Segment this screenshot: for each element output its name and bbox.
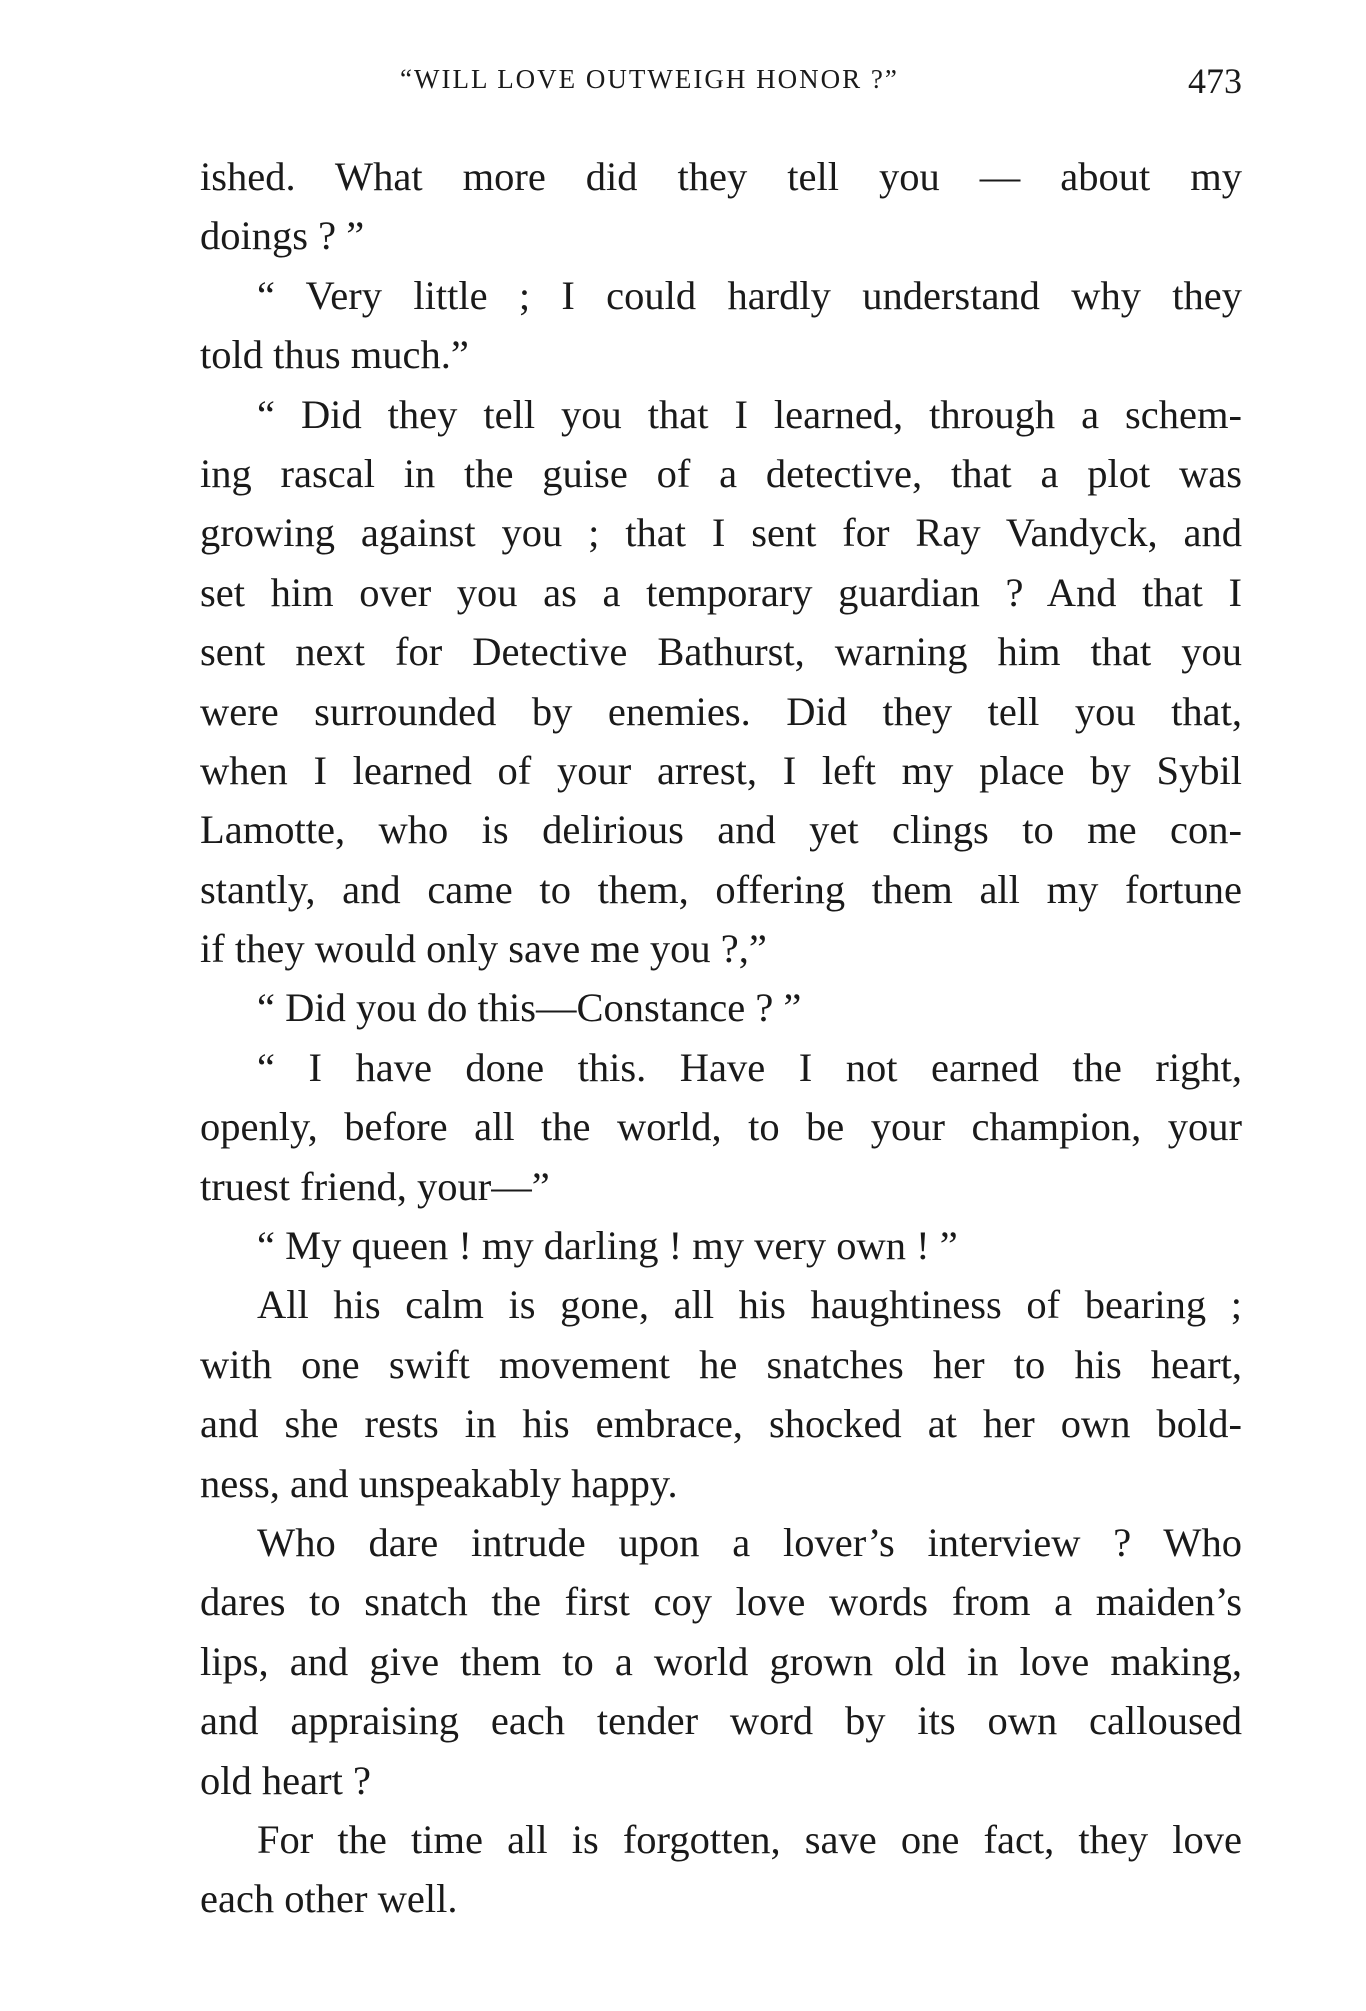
text-line: dares to snatch the first coy love words from a maiden’s [200,1579,1242,1625]
text-line: growing against you ; that I sent for Ray Vandyck, and [200,510,1242,556]
text-line: were surrounded by enemies. Did they tell you that, [200,688,1242,734]
text-line: “ Did you do this—Constance ? ” [257,985,802,1031]
text-line: stantly, and came to them, offering them all my fortune [200,866,1242,912]
text-line: ished. What more did they tell you — about my [200,154,1242,199]
page-number: 473 [1188,61,1242,101]
text-line: “ My queen ! my darling ! my very own ! ” [257,1223,958,1269]
text-line: All his calm is gone, all his haughtiness of bearing ; [257,1282,1242,1328]
text-line: For the time all is forgotten, save one fact, they love [257,1816,1242,1862]
text-line: told thus much.” [200,332,469,378]
text-line: doings ? ” [200,213,365,259]
text-line: ness, and unspeakably happy. [200,1460,678,1506]
text-line: “ Did they tell you that I learned, through a schem- [257,391,1242,437]
text-line: each other well. [200,1876,458,1922]
text-line: set him over you as a temporary guardian ? And that I [200,569,1242,615]
text-line: “ I have done this. Have I not earned the right, [257,1044,1242,1090]
text-line: and appraising each tender word by its own calloused [200,1698,1242,1744]
text-line: “ Very little ; I could hardly understand why they [257,272,1242,318]
page-header [200,60,1242,110]
text-line: ing rascal in the guise of a detective, that a plot was [200,450,1242,496]
text-line: sent next for Detective Bathurst, warning him that you [200,629,1242,675]
text-line: when I learned of your arrest, I left my place by Sybil [200,747,1242,793]
text-line: if they would only save me you ?,” [200,926,767,972]
body-text [200,147,1242,1929]
text-line: and she rests in his embrace, shocked at her own bold- [200,1401,1242,1447]
text-line: Who dare intrude upon a lover’s interview ? Who [257,1519,1242,1565]
text-line: lips, and give them to a world grown old in love making, [200,1638,1242,1684]
running-head: “WILL LOVE OUTWEIGH HONOR ?” [400,64,899,94]
text-line: truest friend, your—” [200,1163,550,1209]
text-line: Lamotte, who is delirious and yet clings to me con- [200,807,1242,853]
text-line: with one swift movement he snatches her to his heart, [200,1341,1242,1387]
text-line: old heart ? [200,1757,371,1803]
text-line: openly, before all the world, to be your champion, your [200,1104,1242,1150]
